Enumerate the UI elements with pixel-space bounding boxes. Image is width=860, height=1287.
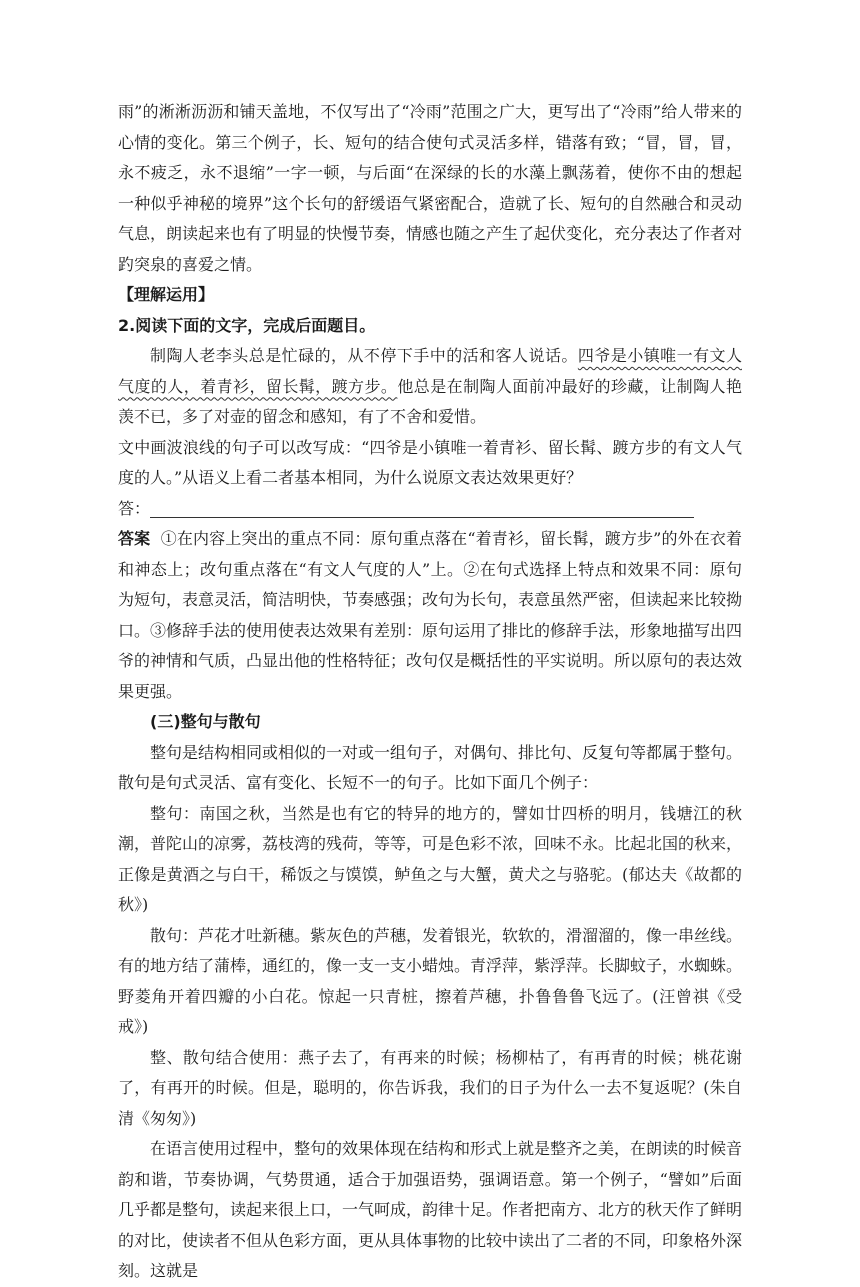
analysis-paragraph: 在语言使用过程中，整句的效果体现在结构和形式上就是整齐之美，在朗读的时候音韵和谐，节奏协调，气势贯通，适合于加强语势，强调语意。第一个例子，“譬如”后面几乎都是整句，读起来很上口，一气呵成，韵律十足。作者把南方、北方的秋天作了鲜明的对比，使读者不但从色彩方面，更从具体事物的比较中读出了二者的不同，印象格外深刻。这就是 [118, 1139, 743, 1280]
example-loose-sentence: 散句：芦花才吐新穗。紫灰色的芦穗，发着银光，软软的，滑溜溜的，像一串丝线。有的地方结了蒲棒，通红的，像一支一支小蜡烛。青浮萍，紫浮萍。长脚蚊子，水蜘蛛。野菱角开着四瓣的小白花。惊起一只青桩，擦着芦穗，扑鲁鲁鲁飞远了。(汪曾祺《受戒》) [118, 925, 743, 1036]
question-title: 2.阅读下面的文字，完成后面题目。 [118, 315, 376, 335]
answer-line-row [118, 494, 742, 525]
intro-paragraph: 雨”的淅淅沥沥和铺天盖地，不仅写出了“冷雨”范围之广大，更写出了“冷雨”给人带来的心情的变化。第三个例子，长、短句的结合使句式灵活多样，错落有致；“冒，冒，冒，永不疲乏，永不退缩”一字一顿，与后面“在深绿的长的水藻上飘荡着，使你不由的想起一种似乎神秘的境界”这个长句的舒缓语气紧密配合，造就了长、短句的自然融合和灵动气息，朗读起来也有了明显的快慢节奏，情感也随之产生了起伏变化，充分表达了作者对趵突泉的喜爱之情。 [118, 102, 743, 274]
question-prompt: 文中画波浪线的句子可以改写成：“四爷是小镇唯一着青衫、留长髯、踱方步的有文人气度的人。”从语义上看二者基本相同，为什么说原文表达效果更好？ [118, 437, 742, 487]
answer-line-label: 答： [118, 498, 151, 518]
subsection-heading: (三)整句与散句 [150, 712, 261, 731]
answer-block [118, 524, 742, 707]
answer-input-line[interactable] [150, 501, 694, 518]
example-whole-sentence: 整句：南国之秋，当然是也有它的特异的地方的，譬如廿四桥的明月，钱塘江的秋潮，普陀山的凉雾，荔枝湾的残荷，等等，可是色彩不浓，回味不永。比起北国的秋来，正像是黄酒之与白干，稀饭之与馍馍，鲈鱼之与大蟹，黄犬之与骆驼。(郁达夫《故都的秋》) [118, 803, 743, 914]
question-passage [118, 341, 742, 433]
passage-part2: 他总是在制陶人面前冲最好的珍藏，让制陶人艳羡不已，多了对壶的留念和感知，有了不舍和爱惜。 [118, 376, 742, 426]
section-heading: 【理解运用】 [118, 285, 215, 304]
answer-text: ①在内容上突出的重点不同：原句重点落在“着青衫，留长髯，踱方步”的外在衣着和神态上；改句重点落在“有文人气度的人”上。②在句式选择上特点和效果不同：原句为短句，表意灵活，简洁明快，节奏感强；改句为长句，表意虽然严密，但读起来比较拗口。③修辞手法的使用使表达效果有差别：原句运用了排比的修辞手法，形象地描写出四爷的神情和气质，凸显出他的性格特征；改句仅是概括性的平实说明。所以原句的表达效果更强。 [118, 529, 743, 701]
answer-label: 答案 [118, 529, 151, 548]
subsection-definition: 整句是结构相同或相似的一对或一组句子，对偶句、排比句、反复句等都属于整句。散句是句式灵活、富有变化、长短不一的句子。比如下面几个例子： [118, 742, 743, 792]
passage-part1: 制陶人老李头总是忙碌的，从不停下手中的活和客人说话。 [150, 346, 578, 365]
example-combined: 整、散句结合使用：燕子去了，有再来的时候；杨柳枯了，有再青的时候；桃花谢了，有再开的时候。但是，聪明的，你告诉我，我们的日子为什么一去不复返呢？(朱自清《匆匆》) [118, 1047, 742, 1128]
document-page [118, 97, 742, 1287]
passage-wavy-sentence: 四爷是小镇唯一有文人气度的人，着青衫，留长髯，踱方步。 [118, 346, 742, 396]
